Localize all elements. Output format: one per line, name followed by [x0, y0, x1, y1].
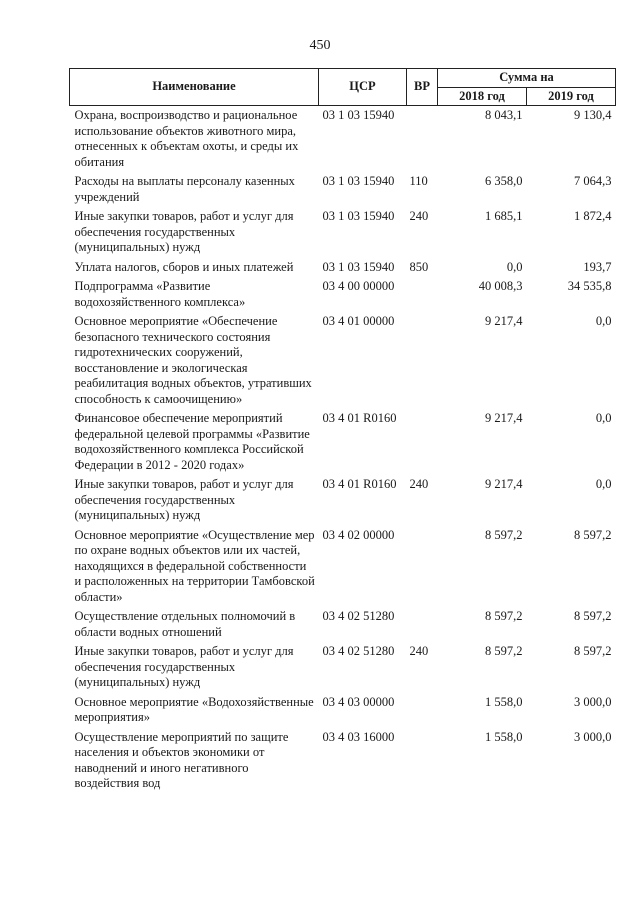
table-row	[70, 314, 616, 411]
row-vr-cell: 240	[409, 644, 429, 658]
row-2018-cell: 1 685,1	[485, 209, 523, 223]
row-vr-cell: 850	[409, 259, 429, 274]
table-header	[70, 69, 616, 106]
row-2019-cell: 0,0	[595, 411, 612, 425]
row-2019-cell: 9 130,4	[574, 108, 612, 122]
table-body	[70, 106, 616, 796]
row-2019-cell: 1 872,4	[574, 209, 612, 223]
row-csr-cell: 03 4 00 00000	[322, 279, 395, 293]
row-csr-cell: 03 4 02 51280	[322, 609, 395, 623]
row-name-cell: Основное мероприятие «Водохозяйственные мероприятия»	[74, 694, 314, 724]
row-csr-cell: 03 4 01 R0160	[322, 477, 397, 491]
row-2019-cell: 34 535,8	[567, 279, 612, 293]
row-csr-cell: 03 4 01 00000	[322, 314, 395, 328]
table-row	[70, 106, 616, 175]
header-year-2019: 2019 год	[527, 88, 616, 106]
row-2019-cell: 8 597,2	[574, 609, 612, 623]
header-year-2018: 2018 год	[438, 88, 527, 106]
table-row	[70, 477, 616, 528]
row-csr-cell: 03 1 03 15940	[322, 209, 395, 223]
header-name: Наименование	[70, 69, 319, 106]
row-name-cell: Основное мероприятие «Обеспечение безопасного технического состояния гидротехнических сооружений, восстановление и экологическая реабилитация водных объектов, утративших способность к самоочищению»	[74, 314, 312, 406]
row-2018-cell: 1 558,0	[485, 729, 523, 744]
header-sum: Сумма на	[438, 69, 616, 88]
row-2018-cell: 8 043,1	[485, 108, 523, 122]
row-name-cell: Основное мероприятие «Осуществление мер по охране водных объектов или их частей, находящихся в федеральной собственности и расположенных на территории Тамбовской области»	[74, 527, 315, 604]
row-2019-cell: 193,7	[583, 259, 612, 274]
table-row	[70, 260, 616, 280]
row-vr-cell	[407, 411, 438, 477]
table-row	[70, 730, 616, 796]
row-csr-cell: 03 4 01 R0160	[322, 411, 397, 425]
row-2019-cell: 7 064,3	[574, 174, 612, 188]
row-name-cell: Охрана, воспроизводство и рациональное использование объектов животного мира, отнесенных к объектам охоты, и среды их обитания	[74, 108, 299, 169]
row-vr-cell	[407, 314, 438, 411]
table-row	[70, 695, 616, 730]
table-row	[70, 644, 616, 695]
row-name-cell: Расходы на выплаты персоналу казенных учреждений	[74, 174, 295, 204]
row-2019-cell: 8 597,2	[574, 644, 612, 658]
row-2018-cell: 9 217,4	[485, 314, 523, 328]
table-row	[70, 174, 616, 209]
row-name-cell: Осуществление мероприятий по защите населения и объектов экономики от наводнений и иного негативного воздействия вод	[74, 729, 289, 790]
row-vr-cell	[407, 528, 438, 610]
row-2018-cell: 6 358,0	[485, 174, 523, 188]
table-row	[70, 279, 616, 314]
row-name-cell: Осуществление отдельных полномочий в области водных отношений	[74, 609, 296, 639]
row-csr-cell: 03 4 03 16000	[322, 729, 395, 744]
row-name-cell: Уплата налогов, сборов и иных платежей	[74, 259, 294, 274]
row-vr-cell	[407, 609, 438, 644]
header-csr: ЦСР	[319, 69, 407, 106]
row-2018-cell: 40 008,3	[478, 279, 523, 293]
row-csr-cell: 03 4 02 00000	[322, 527, 395, 542]
table-row	[70, 528, 616, 610]
row-2018-cell: 8 597,2	[485, 527, 523, 542]
row-csr-cell: 03 1 03 15940	[322, 259, 395, 274]
row-vr-cell	[407, 106, 438, 175]
header-vr: ВР	[407, 69, 438, 106]
row-2018-cell: 8 597,2	[485, 609, 523, 623]
row-vr-cell	[407, 279, 438, 314]
row-2019-cell: 8 597,2	[574, 527, 612, 542]
row-name-cell: Иные закупки товаров, работ и услуг для обеспечения государственных (муниципальных) нужд	[74, 477, 294, 522]
table-row	[70, 209, 616, 260]
row-2018-cell: 1 558,0	[485, 694, 523, 709]
row-2018-cell: 0,0	[506, 259, 523, 274]
row-csr-cell: 03 4 03 00000	[322, 694, 395, 709]
row-2018-cell: 9 217,4	[485, 411, 523, 425]
row-name-cell: Иные закупки товаров, работ и услуг для обеспечения государственных (муниципальных) нужд	[74, 644, 294, 689]
row-vr-cell: 110	[409, 174, 428, 188]
row-2019-cell: 0,0	[595, 477, 612, 491]
row-vr-cell: 240	[409, 209, 429, 223]
row-2018-cell: 8 597,2	[485, 644, 523, 658]
table-row	[70, 411, 616, 477]
row-name-cell: Подпрограмма «Развитие водохозяйственного комплекса»	[74, 279, 246, 309]
row-vr-cell: 240	[409, 477, 429, 491]
row-2019-cell: 3 000,0	[574, 694, 612, 709]
row-vr-cell	[407, 695, 438, 730]
row-2018-cell: 9 217,4	[485, 477, 523, 491]
row-2019-cell: 0,0	[595, 314, 612, 328]
row-name-cell: Иные закупки товаров, работ и услуг для обеспечения государственных (муниципальных) нужд	[74, 209, 294, 254]
row-name-cell: Финансовое обеспечение мероприятий федеральной целевой программы «Развитие водохозяйственного комплекса Российской Федерации в 2012 - 2020 годах»	[74, 411, 310, 472]
row-csr-cell: 03 1 03 15940	[322, 174, 395, 188]
row-2019-cell: 3 000,0	[574, 729, 612, 744]
row-vr-cell	[407, 730, 438, 796]
row-csr-cell: 03 1 03 15940	[322, 108, 395, 122]
budget-table	[69, 68, 616, 796]
page-number: 450	[309, 38, 331, 53]
table-row	[70, 609, 616, 644]
row-csr-cell: 03 4 02 51280	[322, 644, 395, 658]
